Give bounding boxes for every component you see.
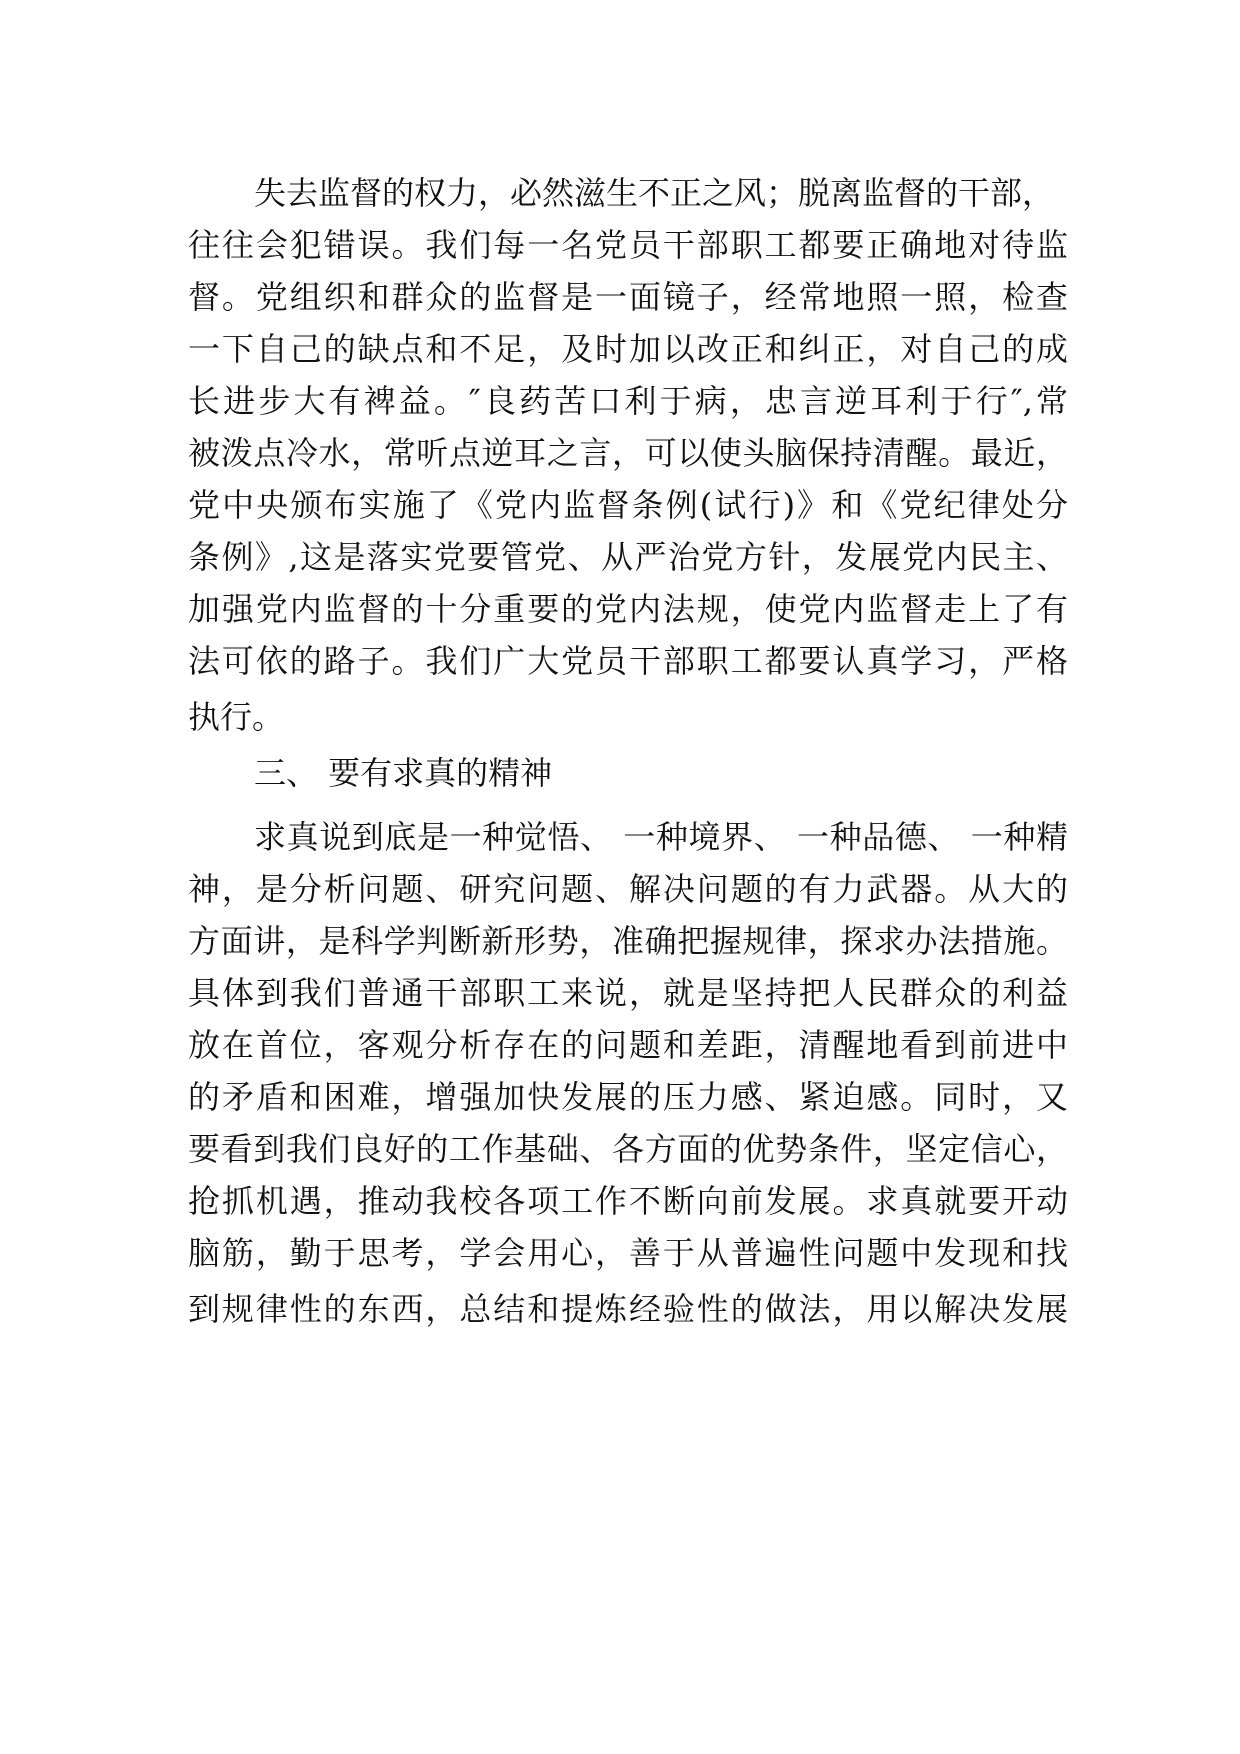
paragraph-line: 要看到我们良好的工作基础、各方面的优势条件，坚定信心，: [188, 1130, 1068, 1168]
paragraph-line: 抢抓机遇，推动我校各项工作不断向前发展。求真就要开动: [188, 1182, 1068, 1220]
paragraph-line: 放在首位，客观分析存在的问题和差距，清醒地看到前进中: [188, 1026, 1068, 1064]
section-heading: 三、 要有求真的精神: [254, 754, 553, 792]
paragraph-line: 到规律性的东西，总结和提炼经验性的做法，用以解决发展: [188, 1290, 1068, 1328]
paragraph-line: 党中央颁布实施了《党内监督条例(试行)》和《党纪律处分: [188, 486, 1068, 524]
paragraph-line: 往往会犯错误。我们每一名党员干部职工都要正确地对待监: [188, 226, 1068, 264]
paragraph-line: 的矛盾和困难，增强加快发展的压力感、紧迫感。同时，又: [188, 1078, 1068, 1116]
paragraph-line: 被泼点冷水，常听点逆耳之言，可以使头脑保持清醒。最近，: [188, 434, 1068, 472]
paragraph-line: 具体到我们普通干部职工来说，就是坚持把人民群众的利益: [188, 974, 1068, 1012]
paragraph-line: 方面讲，是科学判断新形势，准确把握规律，探求办法措施。: [188, 922, 1068, 960]
paragraph-line: 督。党组织和群众的监督是一面镜子，经常地照一照，检查: [188, 278, 1068, 316]
paragraph-line: 求真说到底是一种觉悟、 一种境界、 一种品德、 一种精: [254, 818, 1068, 856]
paragraph-line: 长进步大有裨益。″良药苦口利于病，忠言逆耳利于行″,常: [188, 382, 1068, 420]
paragraph-line: 执行。: [188, 698, 285, 736]
paragraph-line: 脑筋，勤于思考，学会用心，善于从普遍性问题中发现和找: [188, 1234, 1068, 1272]
paragraph-line: 神，是分析问题、研究问题、解决问题的有力武器。从大的: [188, 870, 1068, 908]
paragraph-line: 一下自己的缺点和不足，及时加以改正和纠正，对自己的成: [188, 330, 1068, 368]
paragraph-line: 条例》,这是落实党要管党、从严治党方针，发展党内民主、: [188, 538, 1068, 576]
paragraph-line: 失去监督的权力，必然滋生不正之风；脱离监督的干部，: [254, 174, 1055, 212]
paragraph-line: 加强党内监督的十分重要的党内法规，使党内监督走上了有: [188, 590, 1068, 628]
paragraph-line: 法可依的路子。我们广大党员干部职工都要认真学习，严格: [188, 642, 1068, 680]
